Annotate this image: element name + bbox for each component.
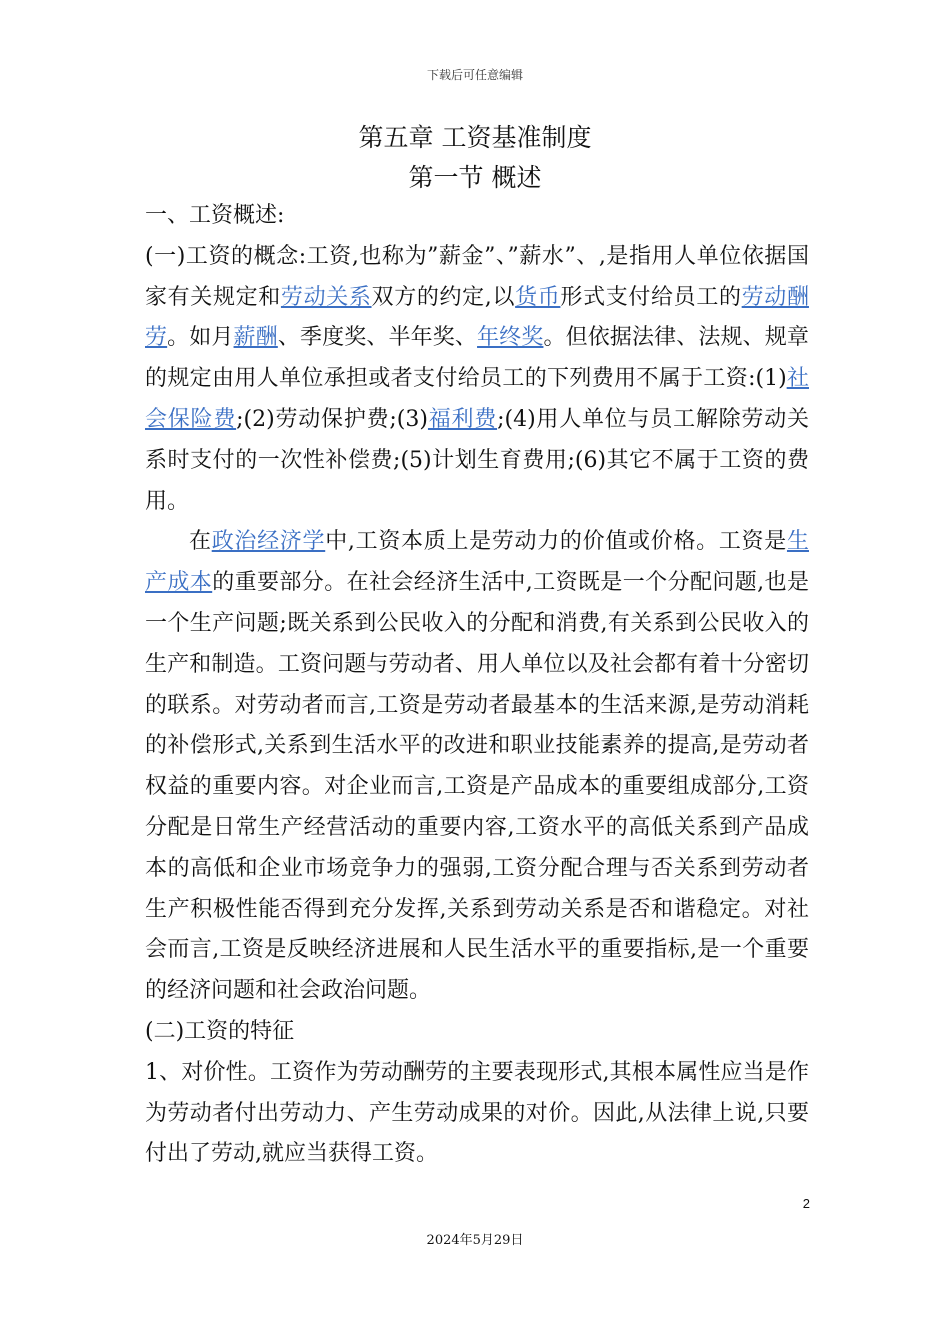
chapter-title: 第五章 工资基准制度	[358, 123, 592, 152]
text-run: 形式支付给员工的	[560, 284, 742, 310]
text-run: 的重要部分。在社会经济生活中,工资既是一个分配问题,也是一个生产问题;既关系到公民收入的分配和消费,有关系到公民收入的生产和制造。工资问题与劳动者、用人单位以及社会都有着十分密切的联系。对劳动者而言,工资是劳动者最基本的生活来源,是劳动消耗的补偿形式,关系到生活水平的改进和职业技能素养的提高,是劳动者权益的重要内容。对企业而言,工资是产品成本的重要组成部分,工资分配是日常生产经营活动的重要内容,工资水平的高低关系到产品成本的高低和企业市场竞争力的强弱,工资分配合理与否关系到劳动者生产积极性能否得到充分发挥,关系到劳动关系是否和谐稳定。对社会而言,工资是反映经济进展和人民生活水平的重要指标,是一个重要的经济问题和社会政治问题。	[145, 570, 809, 1004]
link-year-end-bonus[interactable]: 年终奖	[477, 325, 544, 351]
text-run: 。如月	[167, 325, 234, 351]
text-run: ;(2)劳动保护费;(3)	[236, 406, 428, 432]
paragraph-consideration: 1、对价性。工资作为劳动酬劳的主要表现形式,其根本属性应当是作为劳动者付出劳动力、产生劳动成果的对价。因此,从法律上说,只要付出了劳动,就应当获得工资。	[145, 1059, 809, 1167]
link-labor-relations[interactable]: 劳动关系	[280, 284, 372, 310]
text-run: 在	[189, 529, 212, 555]
link-production-cost[interactable]: 生产成本	[145, 529, 809, 596]
link-salary[interactable]: 薪酬	[233, 325, 278, 351]
text-run: 、季度奖、半年奖、	[277, 325, 478, 351]
heading-wage-characteristics: (二)工资的特征	[145, 1018, 295, 1044]
footer-date: 2024年5月29日	[426, 1233, 524, 1248]
link-welfare-fee[interactable]: 福利费	[427, 406, 498, 432]
link-labor-remuneration[interactable]: 劳动酬劳	[145, 284, 809, 351]
text-run: ;(4)用人单位与员工解除劳动关系时支付的一次性补偿费;(5)计划生育费用;(6)其它不属于工资的费用。	[145, 406, 809, 514]
link-political-economy[interactable]: 政治经济学	[211, 529, 326, 555]
link-social-insurance[interactable]: 社会保险费	[145, 366, 809, 432]
heading-wage-overview: 一、工资概述:	[145, 203, 285, 228]
text-run: 双方的约定,以	[371, 284, 516, 310]
paragraph-wage-economics	[145, 522, 809, 1012]
text-run: 。但依据法律、法规、规章的规定由用人单位承担或者支付给员工的下列费用不属于工资:(1)	[145, 325, 809, 392]
section-title: 第一节 概述	[408, 163, 542, 192]
text-run: (一)工资的概念:工资,也称为”薪金”、”薪水”、,是指用人单位依据国家有关规定和	[145, 243, 809, 310]
page-header: 下载后可任意编辑	[426, 68, 523, 82]
paragraph-wage-concept	[145, 237, 809, 523]
document-body	[145, 196, 809, 1175]
page-number: 2	[802, 1196, 810, 1211]
text-run: 中,工资本质上是劳动力的价值或价格。工资是	[325, 529, 787, 555]
link-currency[interactable]: 货币	[515, 284, 561, 310]
